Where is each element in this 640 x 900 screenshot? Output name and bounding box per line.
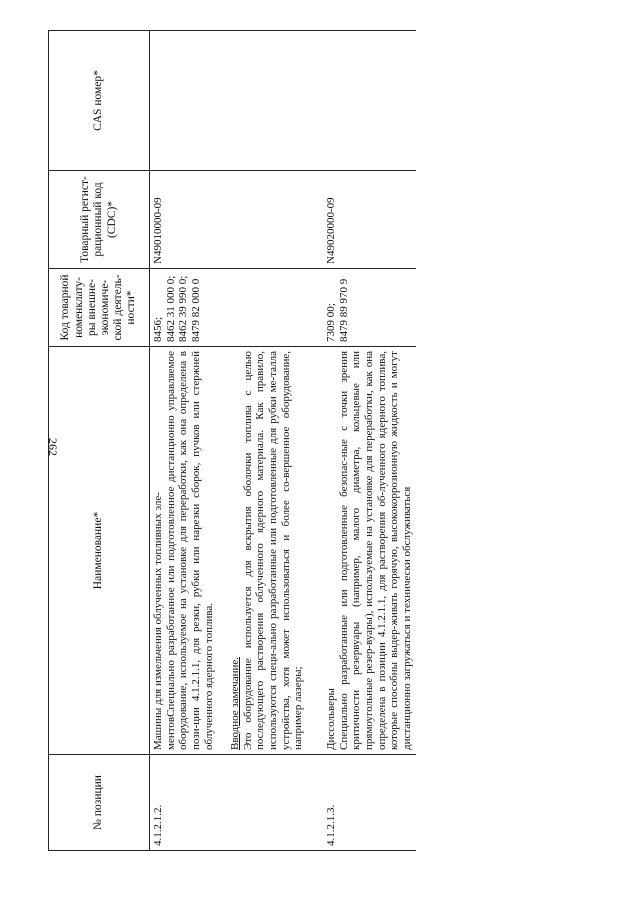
- table-row: [150, 31, 308, 851]
- row-name-body: Специально разработанные или подготовленные безопас-ные с точки зрения критичности резервуары (например, малого диаметра, кольцевые или прямоугольные резер-вуары), используемые на установке для переработки, как она определена в позиции 4.1.2.1.1, для растворения об-лученного ядерного топлива, которые способны выдер-живать горячую, высококоррозионную жидкость и могут дистанционно загружаться и технически обслуживаться: [337, 351, 413, 750]
- note-title: Вводное замечание.: [229, 656, 242, 750]
- header-name: Наименование*: [49, 347, 150, 755]
- header-cas: CAS номер*: [49, 31, 150, 171]
- code-line: 8462 39 990 0;: [177, 275, 190, 342]
- header-position: № позиции: [49, 755, 150, 851]
- row-cdc: N49020000-09: [307, 171, 415, 269]
- row-name-body: ментовСпециально разработанное или подготовленное дистанционно управляемое оборудование, используемое на установке для переработки, как она определена в пози-ции 4.1.2.1.1, для резки, рубки или нарезки сборок, пучков или стержней облученного ядерного топлива.: [164, 351, 215, 750]
- header-code: Код товарной номенклату-ры внешне-экономиче-ской деятель-ности*: [49, 269, 150, 347]
- code-line: 8479 82 000 0: [189, 278, 202, 342]
- row-cas: [307, 31, 415, 171]
- code-line: 8462 31 000 0;: [164, 275, 177, 342]
- table-row: [307, 31, 415, 851]
- row-code: [150, 269, 308, 347]
- row-cdc: N49010000-09: [150, 171, 308, 269]
- row-name: [150, 347, 308, 755]
- header-cdc: Товарный регист-рационный код (CDC)*: [49, 171, 150, 269]
- code-line: 8479 89 970 9: [337, 278, 350, 342]
- row-name: [307, 347, 415, 755]
- row-position: 4.1.2.1.2.: [150, 755, 308, 851]
- table-header-row: [49, 31, 150, 851]
- row-name-title: Машины для измельчения облученных топливных эле-: [152, 492, 164, 750]
- rotated-document: [48, 31, 640, 851]
- code-line: 8456;: [152, 316, 164, 342]
- row-code: [307, 269, 415, 347]
- row-name-title: Диссольверы: [325, 688, 338, 750]
- items-table: [48, 30, 416, 851]
- code-line: 7309 00;: [325, 303, 338, 342]
- note-body: Это оборудование используется для вскрытия оболочки топлива с целью последующего растворения облученного ядерного материала. Как правило, используются специ-ально разработанные или подготовленные для рубки ме-талла устройства, хотя может использоваться и более со-вершенное оборудование, например лазеры;: [241, 351, 305, 750]
- page-number: 262: [46, 438, 60, 456]
- row-cas: [150, 31, 308, 171]
- row-position: 4.1.2.1.3.: [307, 755, 415, 851]
